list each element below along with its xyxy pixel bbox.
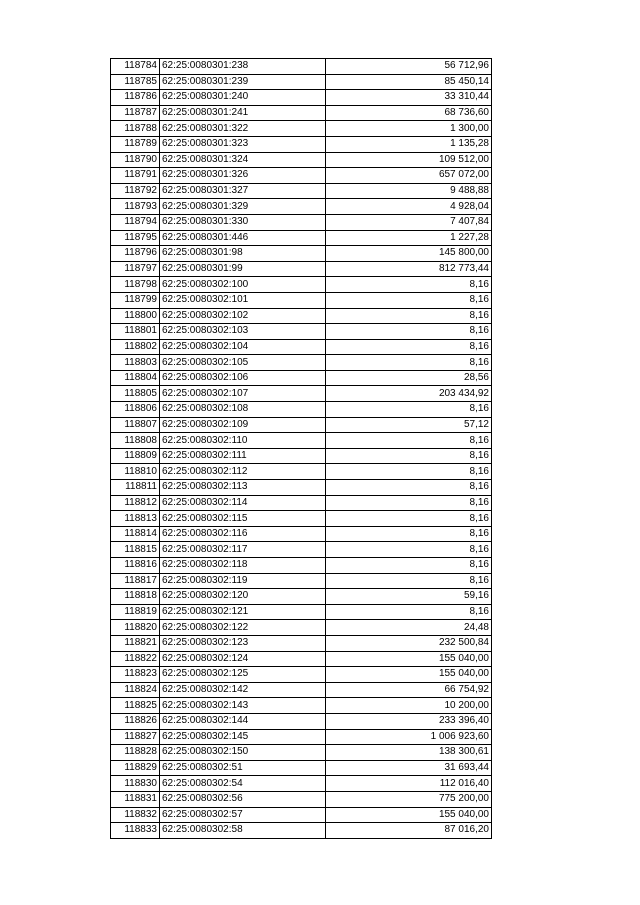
row-id-cell: 118791 (111, 168, 160, 184)
table-row (111, 59, 492, 75)
cadastral-number-cell: 62:25:0080302:113 (160, 480, 326, 496)
table-row (111, 760, 492, 776)
cadastral-number-cell: 62:25:0080302:109 (160, 417, 326, 433)
cadastral-number-cell: 62:25:0080302:110 (160, 433, 326, 449)
value-cell: 68 736,60 (326, 105, 492, 121)
cadastral-number-cell: 62:25:0080302:111 (160, 448, 326, 464)
row-id-cell: 118805 (111, 386, 160, 402)
table-row (111, 464, 492, 480)
value-cell: 56 712,96 (326, 59, 492, 75)
table-row (111, 386, 492, 402)
table-row (111, 183, 492, 199)
cadastral-number-cell: 62:25:0080302:118 (160, 558, 326, 574)
value-cell: 57,12 (326, 417, 492, 433)
cadastral-number-cell: 62:25:0080301:99 (160, 261, 326, 277)
table-row (111, 807, 492, 823)
value-cell: 8,16 (326, 355, 492, 371)
table-row (111, 74, 492, 90)
row-id-cell: 118802 (111, 339, 160, 355)
value-cell: 4 928,04 (326, 199, 492, 215)
value-cell: 8,16 (326, 324, 492, 340)
table-row (111, 246, 492, 262)
value-cell: 233 396,40 (326, 713, 492, 729)
table-row (111, 168, 492, 184)
value-cell: 85 450,14 (326, 74, 492, 90)
value-cell: 145 800,00 (326, 246, 492, 262)
value-cell: 8,16 (326, 339, 492, 355)
value-cell: 155 040,00 (326, 667, 492, 683)
row-id-cell: 118797 (111, 261, 160, 277)
row-id-cell: 118811 (111, 480, 160, 496)
value-cell: 33 310,44 (326, 90, 492, 106)
cadastral-number-cell: 62:25:0080302:124 (160, 651, 326, 667)
table-row (111, 791, 492, 807)
value-cell: 138 300,61 (326, 745, 492, 761)
cadastral-number-cell: 62:25:0080301:240 (160, 90, 326, 106)
row-id-cell: 118810 (111, 464, 160, 480)
cadastral-number-cell: 62:25:0080302:120 (160, 589, 326, 605)
value-cell: 7 407,84 (326, 214, 492, 230)
cadastral-number-cell: 62:25:0080302:144 (160, 713, 326, 729)
value-cell: 112 016,40 (326, 776, 492, 792)
row-id-cell: 118818 (111, 589, 160, 605)
row-id-cell: 118807 (111, 417, 160, 433)
value-cell: 31 693,44 (326, 760, 492, 776)
cadastral-number-cell: 62:25:0080301:329 (160, 199, 326, 215)
table-row (111, 324, 492, 340)
table-row (111, 745, 492, 761)
value-cell: 8,16 (326, 495, 492, 511)
table-row (111, 136, 492, 152)
value-cell: 155 040,00 (326, 807, 492, 823)
table-row (111, 667, 492, 683)
row-id-cell: 118829 (111, 760, 160, 776)
value-cell: 1 135,28 (326, 136, 492, 152)
row-id-cell: 118831 (111, 791, 160, 807)
table-row (111, 495, 492, 511)
cadastral-number-cell: 62:25:0080302:102 (160, 308, 326, 324)
value-cell: 8,16 (326, 277, 492, 293)
table-row (111, 511, 492, 527)
table-body (111, 59, 492, 839)
cadastral-number-cell: 62:25:0080302:101 (160, 292, 326, 308)
table-row (111, 121, 492, 137)
table-row (111, 370, 492, 386)
row-id-cell: 118800 (111, 308, 160, 324)
cadastral-number-cell: 62:25:0080302:125 (160, 667, 326, 683)
value-cell: 66 754,92 (326, 682, 492, 698)
row-id-cell: 118786 (111, 90, 160, 106)
table-row (111, 635, 492, 651)
value-cell: 1 300,00 (326, 121, 492, 137)
value-cell: 155 040,00 (326, 651, 492, 667)
cadastral-number-cell: 62:25:0080302:58 (160, 823, 326, 839)
value-cell: 8,16 (326, 511, 492, 527)
cadastral-number-cell: 62:25:0080302:150 (160, 745, 326, 761)
row-id-cell: 118798 (111, 277, 160, 293)
row-id-cell: 118804 (111, 370, 160, 386)
cadastral-number-cell: 62:25:0080302:105 (160, 355, 326, 371)
row-id-cell: 118819 (111, 604, 160, 620)
row-id-cell: 118816 (111, 558, 160, 574)
cadastral-number-cell: 62:25:0080301:239 (160, 74, 326, 90)
row-id-cell: 118822 (111, 651, 160, 667)
cadastral-number-cell: 62:25:0080301:241 (160, 105, 326, 121)
table-row (111, 526, 492, 542)
table-row (111, 620, 492, 636)
table-row (111, 308, 492, 324)
cadastral-number-cell: 62:25:0080302:112 (160, 464, 326, 480)
cadastral-number-cell: 62:25:0080302:107 (160, 386, 326, 402)
value-cell: 28,56 (326, 370, 492, 386)
row-id-cell: 118801 (111, 324, 160, 340)
value-cell: 232 500,84 (326, 635, 492, 651)
cadastral-number-cell: 62:25:0080302:54 (160, 776, 326, 792)
table-row (111, 105, 492, 121)
row-id-cell: 118833 (111, 823, 160, 839)
row-id-cell: 118820 (111, 620, 160, 636)
cadastral-number-cell: 62:25:0080302:56 (160, 791, 326, 807)
row-id-cell: 118827 (111, 729, 160, 745)
cadastral-number-cell: 62:25:0080302:114 (160, 495, 326, 511)
row-id-cell: 118803 (111, 355, 160, 371)
table-row (111, 698, 492, 714)
cadastral-number-cell: 62:25:0080301:327 (160, 183, 326, 199)
value-cell: 59,16 (326, 589, 492, 605)
row-id-cell: 118825 (111, 698, 160, 714)
value-cell: 8,16 (326, 402, 492, 418)
value-cell: 8,16 (326, 308, 492, 324)
cadastral-number-cell: 62:25:0080302:145 (160, 729, 326, 745)
cadastral-number-cell: 62:25:0080302:119 (160, 573, 326, 589)
table-row (111, 589, 492, 605)
table-row (111, 152, 492, 168)
cadastral-number-cell: 62:25:0080302:143 (160, 698, 326, 714)
value-cell: 8,16 (326, 448, 492, 464)
row-id-cell: 118787 (111, 105, 160, 121)
cadastral-number-cell: 62:25:0080302:121 (160, 604, 326, 620)
cadastral-number-cell: 62:25:0080301:322 (160, 121, 326, 137)
table-row (111, 480, 492, 496)
cadastral-number-cell: 62:25:0080302:57 (160, 807, 326, 823)
value-cell: 657 072,00 (326, 168, 492, 184)
cadastral-number-cell: 62:25:0080301:98 (160, 246, 326, 262)
row-id-cell: 118815 (111, 542, 160, 558)
row-id-cell: 118799 (111, 292, 160, 308)
table-row (111, 230, 492, 246)
cadastral-number-cell: 62:25:0080302:115 (160, 511, 326, 527)
value-cell: 87 016,20 (326, 823, 492, 839)
cadastral-number-cell: 62:25:0080302:116 (160, 526, 326, 542)
table-row (111, 713, 492, 729)
row-id-cell: 118828 (111, 745, 160, 761)
cadastral-number-cell: 62:25:0080302:108 (160, 402, 326, 418)
table-row (111, 776, 492, 792)
table-row (111, 355, 492, 371)
cadastral-number-cell: 62:25:0080301:324 (160, 152, 326, 168)
table-row (111, 448, 492, 464)
value-cell: 8,16 (326, 433, 492, 449)
row-id-cell: 118806 (111, 402, 160, 418)
cadastral-number-cell: 62:25:0080302:103 (160, 324, 326, 340)
row-id-cell: 118790 (111, 152, 160, 168)
table-row (111, 339, 492, 355)
table-row (111, 682, 492, 698)
value-cell: 8,16 (326, 604, 492, 620)
table-row (111, 729, 492, 745)
table-row (111, 214, 492, 230)
row-id-cell: 118809 (111, 448, 160, 464)
value-cell: 8,16 (326, 542, 492, 558)
row-id-cell: 118794 (111, 214, 160, 230)
row-id-cell: 118814 (111, 526, 160, 542)
value-cell: 1 227,28 (326, 230, 492, 246)
value-cell: 1 006 923,60 (326, 729, 492, 745)
table-row (111, 417, 492, 433)
row-id-cell: 118812 (111, 495, 160, 511)
table-row (111, 542, 492, 558)
row-id-cell: 118830 (111, 776, 160, 792)
table-row (111, 573, 492, 589)
value-cell: 8,16 (326, 573, 492, 589)
cadastral-number-cell: 62:25:0080302:122 (160, 620, 326, 636)
cadastral-number-cell: 62:25:0080301:323 (160, 136, 326, 152)
table-row (111, 292, 492, 308)
value-cell: 109 512,00 (326, 152, 492, 168)
row-id-cell: 118795 (111, 230, 160, 246)
row-id-cell: 118784 (111, 59, 160, 75)
row-id-cell: 118821 (111, 635, 160, 651)
row-id-cell: 118826 (111, 713, 160, 729)
cadastral-number-cell: 62:25:0080301:330 (160, 214, 326, 230)
table-row (111, 199, 492, 215)
row-id-cell: 118788 (111, 121, 160, 137)
value-cell: 8,16 (326, 464, 492, 480)
cadastral-number-cell: 62:25:0080302:117 (160, 542, 326, 558)
table-row (111, 433, 492, 449)
row-id-cell: 118793 (111, 199, 160, 215)
row-id-cell: 118824 (111, 682, 160, 698)
cadastral-number-cell: 62:25:0080302:104 (160, 339, 326, 355)
value-cell: 9 488,88 (326, 183, 492, 199)
table-row (111, 277, 492, 293)
table-row (111, 558, 492, 574)
table-row (111, 90, 492, 106)
row-id-cell: 118817 (111, 573, 160, 589)
row-id-cell: 118813 (111, 511, 160, 527)
cadastral-number-cell: 62:25:0080301:446 (160, 230, 326, 246)
cadastral-number-cell: 62:25:0080302:100 (160, 277, 326, 293)
table-row (111, 651, 492, 667)
value-cell: 8,16 (326, 558, 492, 574)
table-row (111, 823, 492, 839)
row-id-cell: 118808 (111, 433, 160, 449)
table-row (111, 604, 492, 620)
value-cell: 10 200,00 (326, 698, 492, 714)
row-id-cell: 118823 (111, 667, 160, 683)
table-row (111, 402, 492, 418)
value-cell: 775 200,00 (326, 791, 492, 807)
value-cell: 8,16 (326, 292, 492, 308)
cadastral-number-cell: 62:25:0080302:142 (160, 682, 326, 698)
cadastral-value-table (110, 58, 492, 839)
value-cell: 8,16 (326, 480, 492, 496)
value-cell: 24,48 (326, 620, 492, 636)
row-id-cell: 118792 (111, 183, 160, 199)
cadastral-number-cell: 62:25:0080302:51 (160, 760, 326, 776)
cadastral-number-cell: 62:25:0080301:238 (160, 59, 326, 75)
table-row (111, 261, 492, 277)
row-id-cell: 118785 (111, 74, 160, 90)
cadastral-number-cell: 62:25:0080302:106 (160, 370, 326, 386)
value-cell: 812 773,44 (326, 261, 492, 277)
cadastral-number-cell: 62:25:0080302:123 (160, 635, 326, 651)
row-id-cell: 118832 (111, 807, 160, 823)
row-id-cell: 118789 (111, 136, 160, 152)
cadastral-number-cell: 62:25:0080301:326 (160, 168, 326, 184)
value-cell: 203 434,92 (326, 386, 492, 402)
value-cell: 8,16 (326, 526, 492, 542)
row-id-cell: 118796 (111, 246, 160, 262)
